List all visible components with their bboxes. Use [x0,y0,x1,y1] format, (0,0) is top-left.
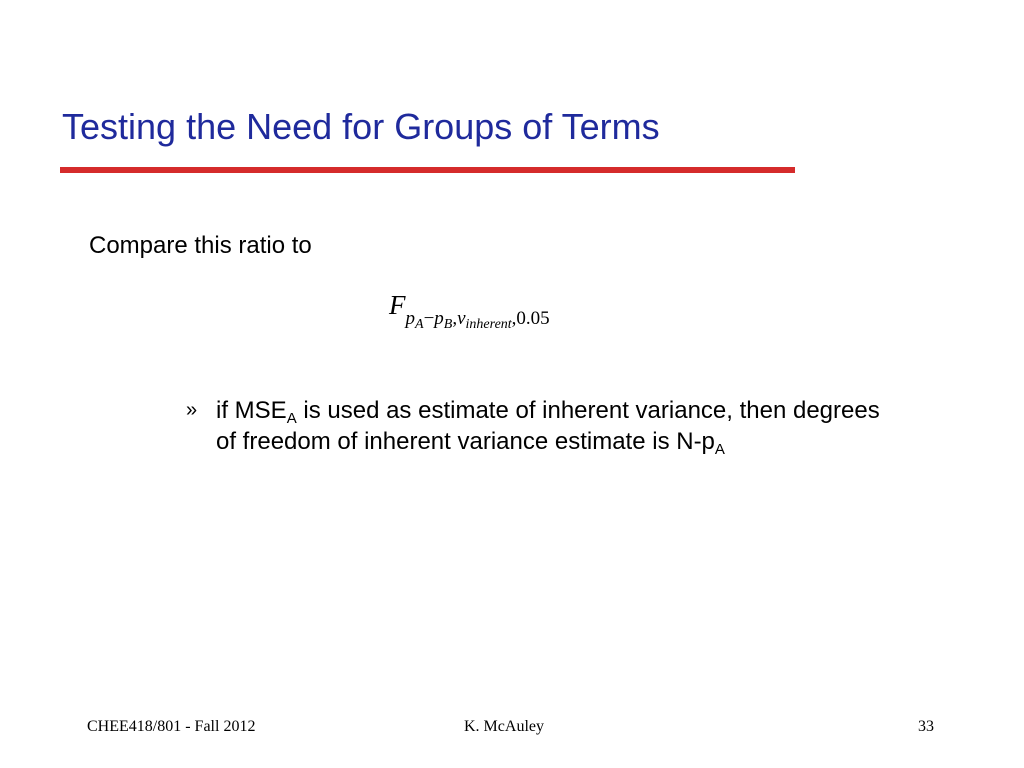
footer-course: CHEE418/801 - Fall 2012 [87,718,256,735]
formula-subscript [405,308,550,332]
bullet-subscript-2: A [714,441,725,458]
formula-comma-2: , [511,308,517,329]
formula-pb-index: B [443,317,453,332]
formula-pb-letter: p [434,308,444,329]
slide-title: Testing the Need for Groups of Terms [62,106,660,147]
bullet-subscript-1: A [286,410,297,427]
footer-page-number: 33 [918,718,934,735]
bullet-text-part-2: is used as estimate of inherent variance, then degrees of freedom of inherent variance estimate is N-p [216,397,880,455]
formula-nu: ν [457,308,466,329]
formula-pa-index: A [415,317,424,332]
formula-minus: − [423,308,435,329]
bullet-item [186,395,906,457]
title-underline-rule [60,167,795,173]
formula-nu-index: inherent [465,317,512,332]
formula-comma-1: , [452,308,458,329]
bullet-text [216,395,906,457]
formula-pa-letter: p [405,308,415,329]
f-distribution-formula [389,290,550,332]
bullet-text-part-1: if MSE [216,397,287,424]
intro-text: Compare this ratio to [89,232,312,259]
formula-alpha: 0.05 [516,308,550,329]
bullet-marker: » [186,399,198,421]
footer-author: K. McAuley [464,718,544,735]
formula-f-symbol: F [389,290,406,320]
